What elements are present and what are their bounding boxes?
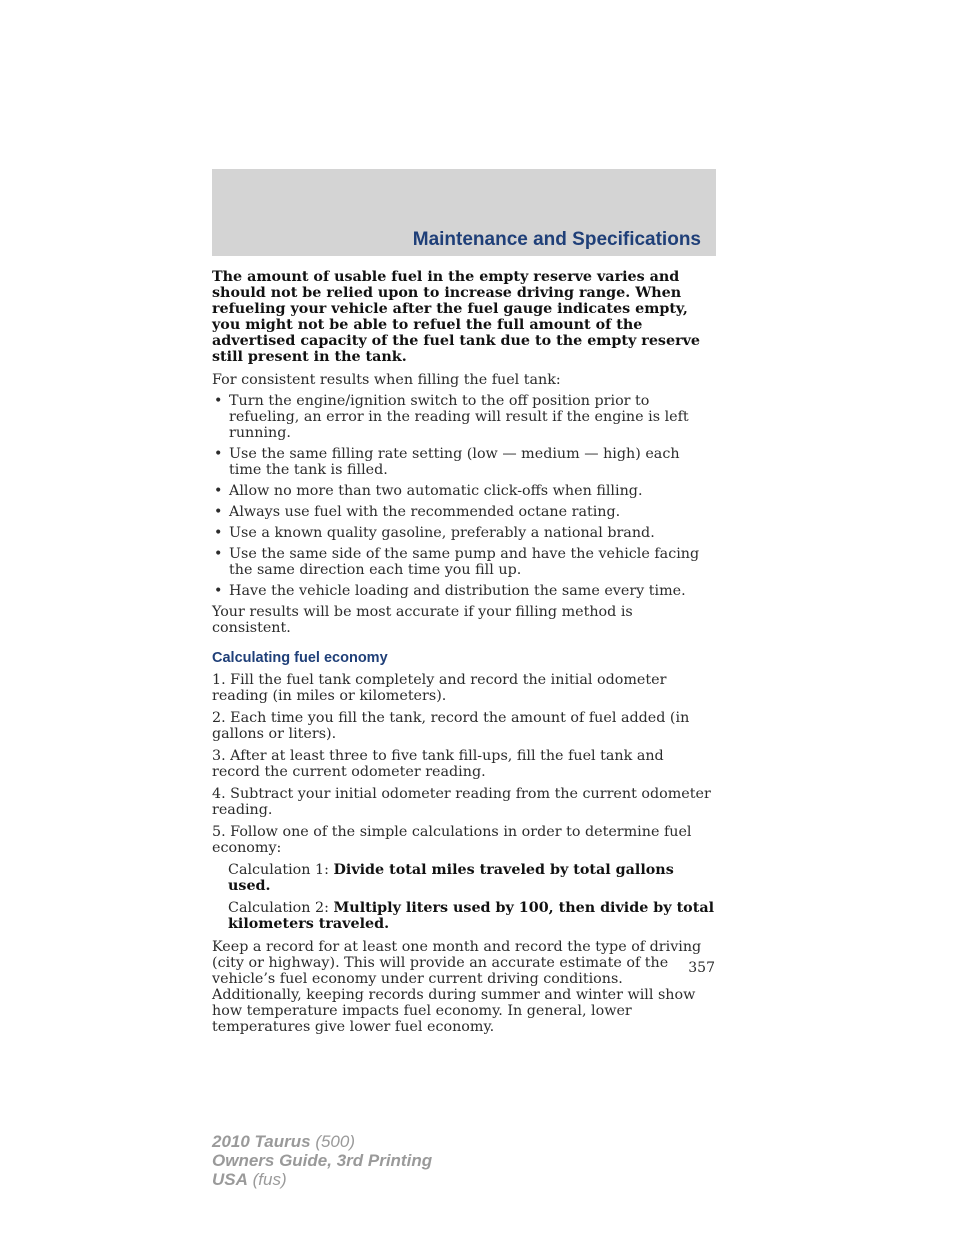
page-content [212, 269, 716, 1035]
fuel-reserve-warning: The amount of usable fuel in the empty reserve varies and should not be relied upon to increase driving range. When refueling your vehicle after the fuel gauge indicates empty, you might not be able to refuel the full amount of the advertised capacity of the fuel tank due to the empty reserve still present in the tank. [212, 269, 701, 365]
list-item: • Use a known quality gasoline, preferably a national brand. [214, 525, 655, 541]
footer-line-2: Owners Guide, 3rd Printing [212, 1151, 433, 1170]
section-header-band [212, 169, 716, 256]
list-item: • Allow no more than two automatic click-offs when filling. [214, 483, 643, 499]
step-item: 2. Each time you fill the tank, record the amount of fuel added (in gallons or liters). [212, 710, 690, 742]
footer-line-1: 2010 Taurus (500) [212, 1132, 356, 1151]
calculation-2 [212, 900, 716, 932]
bullet-icon: • [214, 446, 223, 462]
list-item: • Use the same side of the same pump and have the vehicle facing the same direction each time you fill up. [214, 546, 700, 578]
step-item: 3. After at least three to five tank fill-ups, fill the fuel tank and record the current odometer reading. [212, 748, 664, 780]
subheading: Calculating fuel economy [212, 650, 388, 666]
record-keeping-note: Keep a record for at least one month and record the type of driving (city or highway). This will provide an accurate estimate of the vehicle’s fuel economy under current driving conditions. Additionally, keeping records during summer and winter will show how temperature impacts fuel economy. In general, lower temperatures give lower fuel economy. [212, 939, 702, 1035]
document-footer [212, 1132, 432, 1189]
accuracy-note: Your results will be most accurate if your filling method is consistent. [212, 604, 633, 636]
calculation-label: Calculation 1: [228, 862, 334, 878]
bullet-icon: • [214, 525, 223, 541]
step-item: 5. Follow one of the simple calculations in order to determine fuel economy: [212, 824, 692, 856]
filling-tips-list [212, 393, 716, 599]
bullet-icon: • [214, 483, 223, 499]
bullet-icon: • [214, 504, 223, 520]
section-title: Maintenance and Specifications [412, 229, 701, 250]
bullet-icon: • [214, 393, 223, 409]
footer-line-3: USA (fus) [212, 1170, 287, 1189]
calculation-text: Multiply liters used by 100, then divide by total kilometers traveled. [228, 900, 715, 932]
list-item: • Turn the engine/ignition switch to the off position prior to refueling, an error in the reading will result if the engine is left running. [214, 393, 689, 441]
calculation-1 [212, 862, 716, 894]
step-item: 1. Fill the fuel tank completely and record the initial odometer reading (in miles or kilometers). [212, 672, 667, 704]
bullet-icon: • [214, 546, 223, 562]
filling-intro: For consistent results when filling the fuel tank: [212, 372, 561, 388]
calculation-label: Calculation 2: [228, 900, 334, 916]
page-number: 357 [688, 960, 715, 976]
list-item: • Always use fuel with the recommended octane rating. [214, 504, 621, 520]
list-item: • Have the vehicle loading and distribution the same every time. [214, 583, 686, 599]
list-item: • Use the same filling rate setting (low — medium — high) each time the tank is filled. [214, 446, 680, 478]
calculation-text: Divide total miles traveled by total gallons used. [228, 862, 674, 894]
step-item: 4. Subtract your initial odometer reading from the current odometer reading. [212, 786, 711, 818]
bullet-icon: • [214, 583, 223, 599]
